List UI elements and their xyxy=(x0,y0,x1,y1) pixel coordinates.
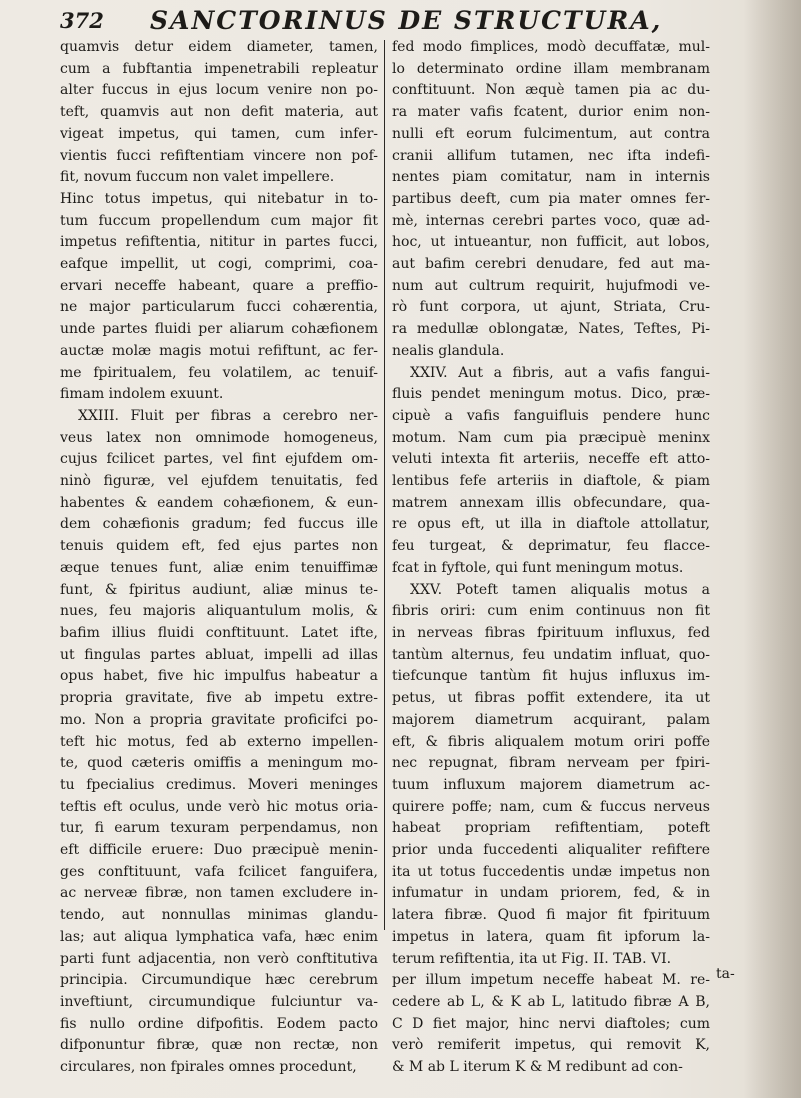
text-line: ra mater vafis fcatent, durior enim non- xyxy=(392,104,710,121)
text-line: habentes & eandem cohæfionem, & eun- xyxy=(60,494,378,511)
text-line: veus latex non omnimode homogeneus, xyxy=(60,429,378,446)
text-line: fcat in fyftole, qui funt meningum motus. xyxy=(392,559,684,576)
text-line: matrem annexam illis obfecundare, qua- xyxy=(392,494,710,511)
text-line: circulares, non fpirales omnes procedunt, xyxy=(60,1059,357,1076)
text-line: hoc, ut intueantur, non fufficit, aut lobos, xyxy=(392,234,710,251)
text-line: nealis glandula. xyxy=(392,342,505,359)
text-line: bafim illius fluidi conftituunt. Latet ifte, xyxy=(60,624,378,641)
left-text-column xyxy=(60,37,378,1079)
text-line: unde partes fluidi per aliarum cohæfionem xyxy=(60,321,378,338)
catchword: ta- xyxy=(716,966,735,982)
text-line: veluti intexta fit arteriis, neceffe eft atto- xyxy=(392,451,710,468)
text-line: ne major particularum fucci cohærentia, xyxy=(60,299,378,316)
text-line: impetus refiftentia, nititur in partes fucci, xyxy=(60,234,378,251)
text-line: parti funt adjacentia, non verò conftitutiva xyxy=(60,950,378,967)
text-line: vientis fucci refiftentiam vincere non pof- xyxy=(60,147,378,164)
text-line: tantùm alternus, feu undatim influat, quo- xyxy=(392,646,710,663)
text-line: tenuis quidem eft, fed ejus partes non xyxy=(60,538,378,555)
text-line: majorem diametrum acquirant, palam xyxy=(392,711,710,728)
text-line: alter fuccus in ejus locum venire non po- xyxy=(60,82,378,99)
text-line: tiefcunque tantùm fit hujus influxus im- xyxy=(392,668,710,685)
text-line: tum fuccum propellendum cum major fit xyxy=(60,212,378,229)
text-line: vigeat impetus, qui tamen, cum infer- xyxy=(60,125,378,142)
running-title: SANCTORINUS DE STRUCTURA, xyxy=(150,6,663,35)
text-line: ita ut totus fuccedentis undæ impetus non xyxy=(392,863,710,880)
text-line: eft difficile eruere: Duo præcipuè menin- xyxy=(60,842,378,859)
text-line: petus, ut fibras poffit extendere, ita ut xyxy=(392,690,710,707)
text-line: me fpiritualem, feu volatilem, ac tenuif- xyxy=(60,364,378,381)
text-line: tendo, aut nonnullas minimas glandu- xyxy=(60,907,378,924)
text-line: XXV. Poteft tamen aliqualis motus a xyxy=(410,581,710,598)
text-line: cipuè a vafis fanguifluis pendere hunc xyxy=(392,407,710,424)
text-line: XXIV. Aut a fibris, aut a vafis fangui- xyxy=(410,364,710,381)
text-line: partibus deeft, cum pia mater omnes fer- xyxy=(392,190,710,207)
text-line: las; aut aliqua lymphatica vafa, hæc enim xyxy=(60,928,378,945)
text-line: impetus in latera, quam fit ipforum la- xyxy=(392,928,710,945)
text-line: ut fingulas partes abluat, impelli ad illas xyxy=(60,646,378,663)
text-line: fibris oriri: cum enim continuus non fit xyxy=(392,603,710,620)
text-line: teft hic motus, fed ab externo impellen- xyxy=(60,733,378,750)
page-header xyxy=(60,8,740,36)
text-line: C D fiet major, hinc nervi diaftoles; cum xyxy=(392,1015,710,1032)
text-line: ges conftituunt, vafa fcilicet fanguifera, xyxy=(60,863,378,880)
text-line: tur, fi earum texuram perpendamus, non xyxy=(60,820,378,837)
text-line: feu turgeat, & deprimatur, feu flacce- xyxy=(392,538,710,555)
text-line: latera fibræ. Quod fi major fit fpirituum xyxy=(392,907,710,924)
page-edge-shadow xyxy=(743,0,801,1098)
text-line: funt, & fpiritus audiunt, aliæ minus te- xyxy=(60,581,378,598)
text-line: nentes piam comitatur, nam in internis xyxy=(392,169,710,186)
text-line: quirere poffe; nam, cum & fuccus nerveus xyxy=(392,798,710,815)
text-line: lentibus fefe arteriis in diaftole, & piam xyxy=(392,473,710,490)
text-line: mo. Non a propria gravitate proficifci po- xyxy=(60,711,378,728)
text-line: rò funt corpora, ut ajunt, Striata, Cru- xyxy=(392,299,710,316)
text-line: verò remiferit impetus, qui removit K, xyxy=(392,1037,710,1054)
text-line: tuum influxum majorem diametrum ac- xyxy=(392,776,710,793)
text-line: infumatur in undam priorem, fed, & in xyxy=(392,885,710,902)
text-line: fit, novum fuccum non valet impellere. xyxy=(60,169,335,186)
text-line: per illum impetum neceffe habeat M. re- xyxy=(392,972,710,989)
text-line: mè, internas cerebri partes voco, quæ ad- xyxy=(392,212,710,229)
text-line: & M ab L iterum K & M redibunt ad con- xyxy=(392,1059,683,1076)
text-line: quamvis detur eidem diameter, tamen, xyxy=(60,39,378,55)
text-line: principia. Circumundique hæc cerebrum xyxy=(60,972,378,989)
text-line: teftis eft oculus, unde verò hic motus oria- xyxy=(60,798,378,815)
text-line: lo determinato ordine illam membranam xyxy=(392,60,710,77)
page-number: 372 xyxy=(60,8,104,33)
text-line: fed modo fimplices, modò decuffatæ, mul- xyxy=(392,39,710,55)
text-line: cranii allifum tutamen, nec ifta indefi- xyxy=(392,147,710,164)
text-line: difponuntur fibræ, quæ non rectæ, non xyxy=(60,1037,378,1054)
text-line: æque tenues funt, aliæ enim tenuiffimæ xyxy=(60,559,378,576)
text-line: propria gravitate, five ab impetu extre- xyxy=(60,690,378,707)
text-line: in nerveas fibras fpirituum influxus, fed xyxy=(392,624,710,641)
text-line: habeat propriam refiftentiam, poteft xyxy=(392,820,710,837)
text-line: opus habet, five hic impulfus habeatur a xyxy=(60,668,378,685)
text-line: fluis pendet meningum motus. Dico, præ- xyxy=(392,386,710,403)
text-line: num aut cultrum requirit, hujufmodi ve- xyxy=(392,277,710,294)
text-line: fimam indolem exuunt. xyxy=(60,386,224,403)
text-line: aut bafim cerebri denudare, fed aut ma- xyxy=(392,256,710,273)
text-line: ra medullæ oblongatæ, Nates, Teftes, Pi- xyxy=(392,321,710,338)
text-line: nues, feu majoris aliquantulum molis, & xyxy=(60,603,378,620)
text-line: cum a fubftantia impenetrabili repleatur xyxy=(60,60,378,77)
text-line: conftituunt. Non æquè tamen pia ac du- xyxy=(392,82,710,99)
text-line: motum. Nam cum pia præcipuè meninx xyxy=(392,429,710,446)
text-line: nec repugnat, fibram nerveam per fpiri- xyxy=(392,755,710,772)
text-line: ervari neceffe habeant, quare a preffio- xyxy=(60,277,378,294)
text-line: te, quod cæteris omiffis a meningum mo- xyxy=(60,755,378,772)
text-line: Hinc totus impetus, qui nitebatur in to- xyxy=(60,190,378,207)
text-line: prior unda fuccedenti aliqualiter refiftere xyxy=(392,842,710,859)
text-line: auctæ molæ magis motui refiftunt, ac fer- xyxy=(60,342,378,359)
text-line: nulli eft eorum fulcimentum, aut contra xyxy=(392,125,710,142)
text-line: ninò figuræ, vel ejufdem tenuitatis, fed xyxy=(60,473,378,490)
text-line: terum refiftentia, ita ut Fig. II. TAB. VI. xyxy=(392,950,672,967)
text-line: cujus fcilicet partes, vel fint ejufdem om- xyxy=(60,451,378,468)
text-line: eft, & fibris aliqualem motum oriri poffe xyxy=(392,733,710,750)
text-line: fis nullo ordine difpofitis. Eodem pacto xyxy=(60,1015,378,1032)
text-line: re opus eft, ut illa in diaftole attollatur, xyxy=(392,516,710,533)
column-divider xyxy=(384,40,385,930)
text-line: inveftiunt, circumundique fulciuntur va- xyxy=(60,993,378,1010)
text-line: cedere ab L, & K ab L, latitudo fibræ A B, xyxy=(392,993,710,1010)
text-line: dem cohæfionis gradum; fed fuccus ille xyxy=(60,516,378,533)
text-line: teft, quamvis aut non defit materia, aut xyxy=(60,104,378,121)
text-line: tu fpecialius credimus. Moveri meninges xyxy=(60,776,378,793)
text-line: XXIII. Fluit per fibras a cerebro ner- xyxy=(78,407,378,424)
text-line: eafque impellit, ut cogi, comprimi, coa- xyxy=(60,256,378,273)
text-line: ac nerveæ fibræ, non tamen excludere in- xyxy=(60,885,378,902)
right-text-column xyxy=(392,37,710,1079)
